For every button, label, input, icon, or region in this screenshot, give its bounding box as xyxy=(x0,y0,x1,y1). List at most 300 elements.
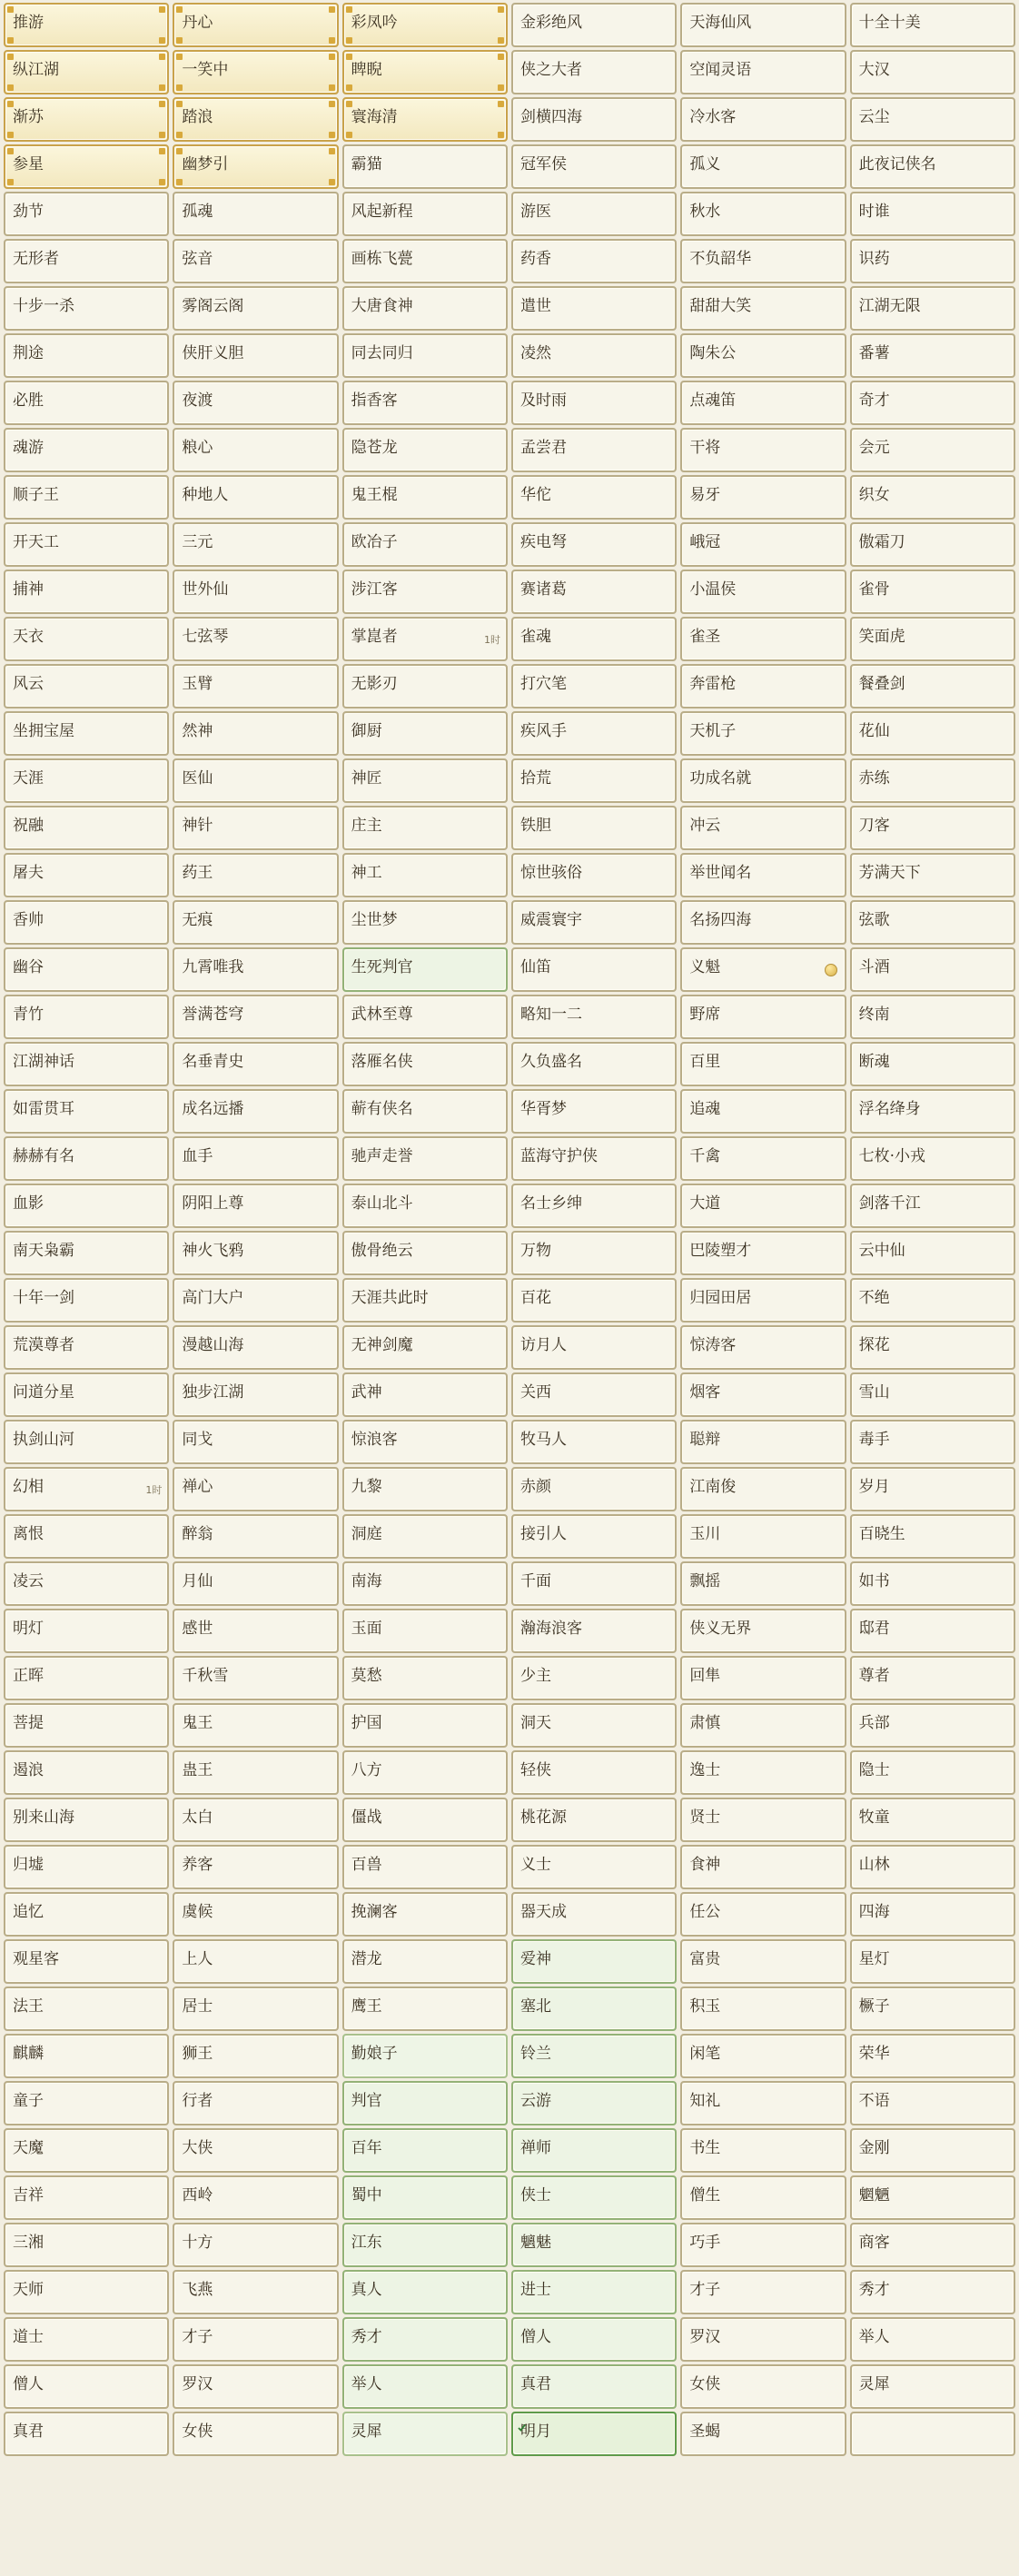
title-cell[interactable] xyxy=(4,381,169,425)
title-cell[interactable] xyxy=(850,806,1015,850)
title-cell[interactable] xyxy=(173,617,338,661)
title-cell[interactable] xyxy=(4,2128,169,2173)
title-cell[interactable] xyxy=(511,2270,677,2314)
title-cell[interactable] xyxy=(342,711,508,756)
title-cell[interactable] xyxy=(4,2034,169,2078)
title-cell[interactable] xyxy=(850,192,1015,236)
title-cell[interactable] xyxy=(511,2223,677,2267)
title-cell[interactable] xyxy=(173,1184,338,1228)
title-cell[interactable] xyxy=(4,2412,169,2456)
title-cell[interactable] xyxy=(4,664,169,708)
title-cell[interactable] xyxy=(4,853,169,897)
title-cell[interactable] xyxy=(680,475,846,520)
title-cell[interactable] xyxy=(511,1656,677,1700)
title-cell[interactable] xyxy=(173,2128,338,2173)
title-cell[interactable] xyxy=(511,1136,677,1181)
title-cell[interactable] xyxy=(342,995,508,1039)
title-cell[interactable] xyxy=(4,1561,169,1606)
title-cell[interactable] xyxy=(342,333,508,378)
title-cell[interactable] xyxy=(342,97,508,142)
title-cell[interactable] xyxy=(511,570,677,614)
title-cell[interactable] xyxy=(4,711,169,756)
title-cell[interactable] xyxy=(173,3,338,47)
title-cell[interactable] xyxy=(173,1514,338,1559)
title-cell[interactable] xyxy=(680,333,846,378)
title-cell[interactable] xyxy=(511,1561,677,1606)
title-cell[interactable] xyxy=(511,853,677,897)
title-cell[interactable] xyxy=(511,1986,677,2031)
title-cell[interactable] xyxy=(173,2317,338,2362)
title-cell[interactable] xyxy=(511,1042,677,1086)
title-cell[interactable] xyxy=(4,522,169,567)
title-cell[interactable] xyxy=(342,2175,508,2220)
title-cell[interactable] xyxy=(173,97,338,142)
title-cell[interactable] xyxy=(173,2223,338,2267)
title-cell[interactable] xyxy=(173,1703,338,1748)
title-cell[interactable] xyxy=(342,947,508,992)
title-cell[interactable] xyxy=(680,239,846,283)
title-cell[interactable] xyxy=(680,853,846,897)
title-cell[interactable] xyxy=(850,1042,1015,1086)
title-cell[interactable] xyxy=(850,239,1015,283)
title-cell[interactable] xyxy=(850,97,1015,142)
title-cell[interactable] xyxy=(4,2081,169,2125)
title-cell[interactable] xyxy=(850,664,1015,708)
title-cell[interactable] xyxy=(342,853,508,897)
title-cell[interactable] xyxy=(850,1939,1015,1984)
title-cell[interactable] xyxy=(4,758,169,803)
title-cell[interactable] xyxy=(850,1750,1015,1795)
title-cell[interactable] xyxy=(4,1514,169,1559)
title-cell[interactable] xyxy=(4,3,169,47)
title-cell[interactable] xyxy=(511,3,677,47)
title-cell[interactable] xyxy=(680,711,846,756)
title-cell[interactable] xyxy=(850,1420,1015,1464)
title-cell[interactable] xyxy=(680,1325,846,1370)
title-cell[interactable] xyxy=(850,475,1015,520)
title-cell[interactable] xyxy=(850,381,1015,425)
title-cell[interactable] xyxy=(511,97,677,142)
title-cell[interactable] xyxy=(4,286,169,331)
title-cell[interactable] xyxy=(4,2317,169,2362)
title-cell[interactable] xyxy=(850,900,1015,945)
title-cell[interactable] xyxy=(4,1136,169,1181)
title-cell[interactable] xyxy=(680,947,846,992)
title-cell[interactable] xyxy=(342,1278,508,1323)
title-cell[interactable] xyxy=(511,428,677,472)
title-cell[interactable] xyxy=(4,1372,169,1417)
title-cell[interactable] xyxy=(680,3,846,47)
title-cell[interactable] xyxy=(850,711,1015,756)
title-cell[interactable] xyxy=(850,1372,1015,1417)
title-cell[interactable] xyxy=(680,1231,846,1275)
title-cell[interactable] xyxy=(342,1986,508,2031)
title-cell[interactable] xyxy=(342,1467,508,1511)
title-cell[interactable] xyxy=(4,333,169,378)
title-cell[interactable] xyxy=(4,428,169,472)
title-cell[interactable] xyxy=(4,1420,169,1464)
title-cell[interactable] xyxy=(4,1231,169,1275)
title-cell[interactable] xyxy=(850,853,1015,897)
title-cell[interactable] xyxy=(342,900,508,945)
title-cell[interactable] xyxy=(511,1750,677,1795)
title-cell[interactable] xyxy=(680,2034,846,2078)
title-cell[interactable] xyxy=(4,1609,169,1653)
title-cell[interactable] xyxy=(342,1231,508,1275)
title-cell[interactable] xyxy=(680,2128,846,2173)
title-cell[interactable] xyxy=(342,428,508,472)
title-cell[interactable] xyxy=(680,2317,846,2362)
title-cell[interactable] xyxy=(342,1136,508,1181)
title-cell[interactable] xyxy=(173,522,338,567)
title-cell[interactable] xyxy=(680,428,846,472)
title-cell[interactable] xyxy=(342,2364,508,2409)
title-cell[interactable] xyxy=(511,522,677,567)
title-cell[interactable] xyxy=(850,1892,1015,1937)
title-cell[interactable] xyxy=(342,1561,508,1606)
title-cell[interactable] xyxy=(342,1798,508,1842)
title-cell[interactable] xyxy=(173,2175,338,2220)
title-cell[interactable] xyxy=(173,1278,338,1323)
title-cell[interactable] xyxy=(4,50,169,94)
title-cell[interactable] xyxy=(511,1184,677,1228)
title-cell[interactable] xyxy=(680,1514,846,1559)
title-cell[interactable] xyxy=(680,2223,846,2267)
title-cell[interactable] xyxy=(4,1892,169,1937)
title-cell[interactable] xyxy=(850,428,1015,472)
title-cell[interactable] xyxy=(850,144,1015,189)
title-cell[interactable] xyxy=(4,1467,169,1511)
title-cell[interactable] xyxy=(4,2223,169,2267)
title-cell[interactable] xyxy=(342,1184,508,1228)
title-cell[interactable] xyxy=(850,1278,1015,1323)
title-cell[interactable] xyxy=(511,2175,677,2220)
title-cell[interactable] xyxy=(850,1561,1015,1606)
title-cell[interactable] xyxy=(342,2034,508,2078)
title-cell[interactable] xyxy=(680,1798,846,1842)
title-cell[interactable] xyxy=(511,1278,677,1323)
title-cell[interactable] xyxy=(850,995,1015,1039)
title-cell[interactable] xyxy=(680,758,846,803)
title-cell[interactable] xyxy=(173,2364,338,2409)
title-cell[interactable] xyxy=(680,144,846,189)
title-cell[interactable] xyxy=(680,286,846,331)
title-cell[interactable] xyxy=(342,617,508,661)
title-cell[interactable] xyxy=(342,286,508,331)
title-cell[interactable] xyxy=(173,286,338,331)
title-cell[interactable] xyxy=(511,1231,677,1275)
title-cell[interactable] xyxy=(173,900,338,945)
title-cell[interactable] xyxy=(4,1986,169,2031)
title-cell[interactable] xyxy=(511,1703,677,1748)
title-cell[interactable] xyxy=(4,995,169,1039)
title-cell[interactable] xyxy=(4,1325,169,1370)
title-cell[interactable] xyxy=(511,1089,677,1134)
title-cell[interactable] xyxy=(850,1467,1015,1511)
title-cell[interactable] xyxy=(173,1325,338,1370)
title-cell[interactable] xyxy=(680,1561,846,1606)
title-cell[interactable] xyxy=(680,1420,846,1464)
title-cell[interactable] xyxy=(342,806,508,850)
title-cell[interactable] xyxy=(342,758,508,803)
title-cell[interactable] xyxy=(850,522,1015,567)
title-cell[interactable] xyxy=(342,1892,508,1937)
title-cell[interactable] xyxy=(4,1089,169,1134)
title-cell[interactable] xyxy=(511,50,677,94)
title-cell[interactable] xyxy=(850,1609,1015,1653)
title-cell[interactable] xyxy=(680,1136,846,1181)
title-cell[interactable] xyxy=(511,1514,677,1559)
title-cell[interactable] xyxy=(173,1656,338,1700)
title-cell[interactable] xyxy=(342,1042,508,1086)
title-cell[interactable] xyxy=(850,2270,1015,2314)
title-cell[interactable] xyxy=(850,1231,1015,1275)
title-cell[interactable] xyxy=(850,1514,1015,1559)
title-cell[interactable] xyxy=(342,2270,508,2314)
title-cell[interactable] xyxy=(511,1609,677,1653)
title-cell[interactable] xyxy=(511,1845,677,1889)
title-cell[interactable] xyxy=(342,1514,508,1559)
title-cell[interactable] xyxy=(342,664,508,708)
title-cell[interactable] xyxy=(173,995,338,1039)
title-cell[interactable] xyxy=(4,947,169,992)
title-cell[interactable] xyxy=(173,711,338,756)
title-cell[interactable] xyxy=(680,50,846,94)
title-cell[interactable] xyxy=(173,239,338,283)
title-cell[interactable] xyxy=(850,1986,1015,2031)
title-cell[interactable] xyxy=(173,475,338,520)
title-cell[interactable] xyxy=(850,2364,1015,2409)
title-cell[interactable] xyxy=(342,2223,508,2267)
title-cell[interactable] xyxy=(680,97,846,142)
title-cell[interactable] xyxy=(511,286,677,331)
title-cell[interactable] xyxy=(173,333,338,378)
title-cell[interactable] xyxy=(680,2081,846,2125)
title-cell[interactable] xyxy=(4,1750,169,1795)
title-cell[interactable] xyxy=(173,428,338,472)
title-cell[interactable] xyxy=(850,947,1015,992)
title-cell[interactable] xyxy=(511,2412,677,2456)
title-cell[interactable] xyxy=(4,475,169,520)
title-cell[interactable] xyxy=(850,2081,1015,2125)
title-cell[interactable] xyxy=(173,1136,338,1181)
title-cell[interactable] xyxy=(850,50,1015,94)
title-cell[interactable] xyxy=(173,1561,338,1606)
title-cell[interactable] xyxy=(4,2175,169,2220)
title-cell[interactable] xyxy=(511,2034,677,2078)
title-cell[interactable] xyxy=(511,1325,677,1370)
title-cell[interactable] xyxy=(680,1703,846,1748)
title-cell[interactable] xyxy=(342,1939,508,1984)
title-cell[interactable] xyxy=(173,144,338,189)
title-cell[interactable] xyxy=(511,947,677,992)
title-cell[interactable] xyxy=(680,1609,846,1653)
title-cell[interactable] xyxy=(342,570,508,614)
title-cell[interactable] xyxy=(680,1467,846,1511)
title-cell[interactable] xyxy=(173,381,338,425)
title-cell[interactable] xyxy=(342,381,508,425)
title-cell[interactable] xyxy=(173,1372,338,1417)
title-cell[interactable] xyxy=(680,1184,846,1228)
title-cell[interactable] xyxy=(511,333,677,378)
title-cell[interactable] xyxy=(4,1845,169,1889)
title-cell[interactable] xyxy=(511,711,677,756)
title-cell[interactable] xyxy=(342,3,508,47)
title-cell[interactable] xyxy=(511,144,677,189)
title-cell[interactable] xyxy=(4,1042,169,1086)
title-cell[interactable] xyxy=(4,2364,169,2409)
title-cell[interactable] xyxy=(342,1089,508,1134)
title-cell[interactable] xyxy=(173,1892,338,1937)
title-cell[interactable] xyxy=(511,1372,677,1417)
title-cell[interactable] xyxy=(850,1325,1015,1370)
title-cell[interactable] xyxy=(173,853,338,897)
title-cell[interactable] xyxy=(850,1656,1015,1700)
title-cell[interactable] xyxy=(4,1939,169,1984)
title-cell[interactable] xyxy=(511,758,677,803)
title-cell[interactable] xyxy=(511,2128,677,2173)
title-cell[interactable] xyxy=(511,2364,677,2409)
title-cell[interactable] xyxy=(173,947,338,992)
title-cell[interactable] xyxy=(342,2317,508,2362)
title-cell[interactable] xyxy=(511,1420,677,1464)
title-cell[interactable] xyxy=(4,570,169,614)
title-cell[interactable] xyxy=(173,664,338,708)
title-cell[interactable] xyxy=(342,475,508,520)
title-cell[interactable] xyxy=(680,2175,846,2220)
title-cell[interactable] xyxy=(342,1845,508,1889)
title-cell[interactable] xyxy=(850,1089,1015,1134)
title-cell[interactable] xyxy=(4,806,169,850)
title-cell[interactable] xyxy=(173,192,338,236)
title-cell[interactable] xyxy=(850,286,1015,331)
title-cell[interactable] xyxy=(850,2223,1015,2267)
title-cell[interactable] xyxy=(4,1656,169,1700)
title-cell[interactable] xyxy=(511,806,677,850)
title-cell[interactable] xyxy=(850,2175,1015,2220)
title-cell[interactable] xyxy=(850,1136,1015,1181)
title-cell[interactable] xyxy=(850,3,1015,47)
title-cell[interactable] xyxy=(342,1372,508,1417)
title-cell[interactable] xyxy=(680,1089,846,1134)
title-cell[interactable] xyxy=(342,1420,508,1464)
title-cell[interactable] xyxy=(342,2128,508,2173)
title-cell[interactable] xyxy=(173,570,338,614)
title-cell[interactable] xyxy=(342,1750,508,1795)
title-cell[interactable] xyxy=(850,2317,1015,2362)
title-cell[interactable] xyxy=(173,1467,338,1511)
title-cell[interactable] xyxy=(511,1939,677,1984)
title-cell[interactable] xyxy=(680,2412,846,2456)
title-cell[interactable] xyxy=(680,1278,846,1323)
title-cell[interactable] xyxy=(850,617,1015,661)
title-cell[interactable] xyxy=(4,1703,169,1748)
title-cell[interactable] xyxy=(680,664,846,708)
title-cell[interactable] xyxy=(680,1656,846,1700)
title-cell[interactable] xyxy=(511,900,677,945)
title-cell[interactable] xyxy=(173,1845,338,1889)
title-cell[interactable] xyxy=(511,664,677,708)
title-cell[interactable] xyxy=(850,1798,1015,1842)
title-cell[interactable] xyxy=(680,570,846,614)
title-cell[interactable] xyxy=(680,617,846,661)
title-cell[interactable] xyxy=(342,50,508,94)
title-cell[interactable] xyxy=(850,1703,1015,1748)
title-cell[interactable] xyxy=(511,2081,677,2125)
title-cell[interactable] xyxy=(173,758,338,803)
title-cell[interactable] xyxy=(4,192,169,236)
title-cell[interactable] xyxy=(173,1231,338,1275)
title-cell[interactable] xyxy=(511,617,677,661)
title-cell[interactable] xyxy=(173,1939,338,1984)
title-cell[interactable] xyxy=(173,1420,338,1464)
title-cell[interactable] xyxy=(511,381,677,425)
title-cell[interactable] xyxy=(511,995,677,1039)
title-cell[interactable] xyxy=(173,1609,338,1653)
title-cell[interactable] xyxy=(680,1939,846,1984)
title-cell[interactable] xyxy=(511,2317,677,2362)
title-cell[interactable] xyxy=(511,192,677,236)
title-cell[interactable] xyxy=(680,192,846,236)
title-cell[interactable] xyxy=(173,1042,338,1086)
title-cell[interactable] xyxy=(680,900,846,945)
title-cell[interactable] xyxy=(850,570,1015,614)
title-cell[interactable] xyxy=(173,50,338,94)
title-cell[interactable] xyxy=(342,1609,508,1653)
title-cell[interactable] xyxy=(342,1656,508,1700)
title-cell[interactable] xyxy=(4,617,169,661)
title-cell[interactable] xyxy=(680,1750,846,1795)
title-cell[interactable] xyxy=(680,1042,846,1086)
title-cell[interactable] xyxy=(511,1798,677,1842)
title-cell[interactable] xyxy=(342,1703,508,1748)
title-cell[interactable] xyxy=(511,1892,677,1937)
title-cell[interactable] xyxy=(342,2412,508,2456)
title-cell[interactable] xyxy=(680,2364,846,2409)
title-cell[interactable] xyxy=(342,522,508,567)
title-cell[interactable] xyxy=(173,1750,338,1795)
title-cell[interactable] xyxy=(511,1467,677,1511)
title-cell[interactable] xyxy=(173,2270,338,2314)
title-cell[interactable] xyxy=(511,239,677,283)
title-cell[interactable] xyxy=(850,2034,1015,2078)
title-cell[interactable] xyxy=(850,2128,1015,2173)
title-cell[interactable] xyxy=(342,1325,508,1370)
title-cell[interactable] xyxy=(4,900,169,945)
title-cell[interactable] xyxy=(680,522,846,567)
title-cell[interactable] xyxy=(4,144,169,189)
title-cell[interactable] xyxy=(4,1278,169,1323)
title-cell[interactable] xyxy=(173,2412,338,2456)
title-cell[interactable] xyxy=(342,2081,508,2125)
title-cell[interactable] xyxy=(680,995,846,1039)
title-cell[interactable] xyxy=(850,758,1015,803)
title-cell[interactable] xyxy=(173,1089,338,1134)
title-cell[interactable] xyxy=(342,192,508,236)
title-cell[interactable] xyxy=(680,1845,846,1889)
title-cell[interactable] xyxy=(511,475,677,520)
title-cell[interactable] xyxy=(850,1845,1015,1889)
title-cell[interactable] xyxy=(4,97,169,142)
title-cell[interactable] xyxy=(680,2270,846,2314)
title-cell[interactable] xyxy=(173,806,338,850)
title-cell[interactable] xyxy=(173,2034,338,2078)
title-cell[interactable] xyxy=(4,1798,169,1842)
title-cell[interactable] xyxy=(342,239,508,283)
title-cell[interactable] xyxy=(173,1798,338,1842)
title-cell[interactable] xyxy=(680,381,846,425)
title-cell[interactable] xyxy=(850,333,1015,378)
